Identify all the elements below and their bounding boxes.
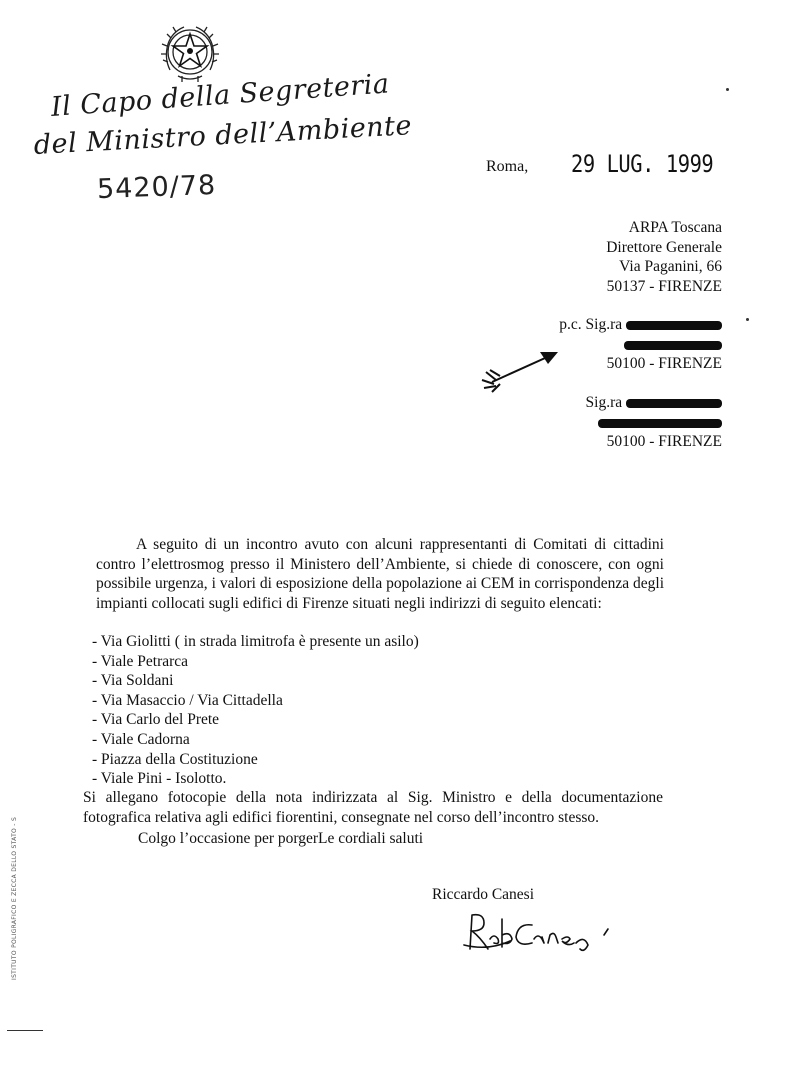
paragraph-text: Si allegano fotocopie della nota indirizzata al Sig. Ministro e della documentazione fotografica relativa agli edifici fiorentini, consegnate nel corso dell’incontro stesso. (83, 789, 663, 826)
recipient-address (422, 218, 722, 296)
list-item: - Via Giolitti ( in strada limitrofa è presente un asilo) (92, 633, 419, 650)
list-item: - Viale Pini - Isolotto. (92, 770, 227, 788)
protocol-number: 5420/78 (96, 169, 217, 206)
cc-street-line (422, 335, 722, 355)
cc-street-line (422, 413, 722, 433)
cc-recipient-2 (422, 393, 722, 452)
paragraph-text: A seguito di un incontro avuto con alcuni rappresentanti di Comitati di cittadini contro l’elettrosmog presso il Ministero dell’Ambiente, si chiede di conoscere, con ogni possibile urgenza, i valori di esposizione della popolazione ai CEM in corrispondenza degli impianti collocati sugli edifici di Firenze situati negli indirizzi di seguito elencati: (96, 536, 664, 612)
letterhead-line-2: del Ministro dell’Ambiente (33, 110, 413, 161)
signer-name: Riccardo Canesi (432, 886, 535, 903)
list-item: - Piazza della Costituzione (92, 750, 258, 768)
scan-speck (726, 88, 729, 91)
list-item: - Viale Petrarca (92, 652, 189, 670)
recipient-line: Direttore Generale (606, 238, 722, 256)
body-paragraph-1 (96, 535, 664, 613)
cc-name-line (422, 315, 722, 335)
cc-name-line (422, 393, 722, 413)
letterhead-line-1: Il Capo della Segreteria (50, 68, 391, 123)
date-city: Roma, (486, 158, 529, 175)
closing-line: Colgo l’occasione per porgerLe cordiali saluti (138, 830, 424, 847)
redaction-bar (626, 399, 722, 408)
recipient-line: 50137 - FIRENZE (606, 277, 722, 295)
cc-city-line: 50100 - FIRENZE (606, 355, 722, 373)
handwritten-signature (458, 905, 638, 965)
margin-print-note: ISTITUTO POLIGRAFICO E ZECCA DELLO STATO - S (11, 816, 18, 980)
list-item: - Via Masaccio / Via Cittadella (92, 691, 283, 709)
recipient-line: ARPA Toscana (628, 219, 722, 236)
scan-speck (746, 318, 749, 321)
list-item: - Viale Cadorna (92, 730, 190, 748)
cc-prefix: p.c. Sig.ra (559, 316, 623, 333)
body-paragraph-2 (83, 788, 663, 827)
cc-prefix: Sig.ra (585, 394, 623, 411)
address-list (92, 632, 419, 789)
list-item: - Via Carlo del Prete (92, 711, 220, 729)
redaction-bar (626, 321, 722, 330)
italian-republic-emblem-icon (158, 18, 222, 86)
recipient-line: Via Paganini, 66 (619, 258, 722, 276)
redaction-bar (598, 419, 722, 428)
cc-recipient-1 (422, 315, 722, 374)
margin-rule (7, 1030, 43, 1031)
redaction-bar (624, 341, 722, 350)
date-stamp: 29 LUG. 1999 (571, 150, 714, 178)
cc-city-line: 50100 - FIRENZE (606, 433, 722, 451)
list-item: - Via Soldani (92, 672, 174, 690)
arrow-annotation-icon (478, 340, 564, 396)
